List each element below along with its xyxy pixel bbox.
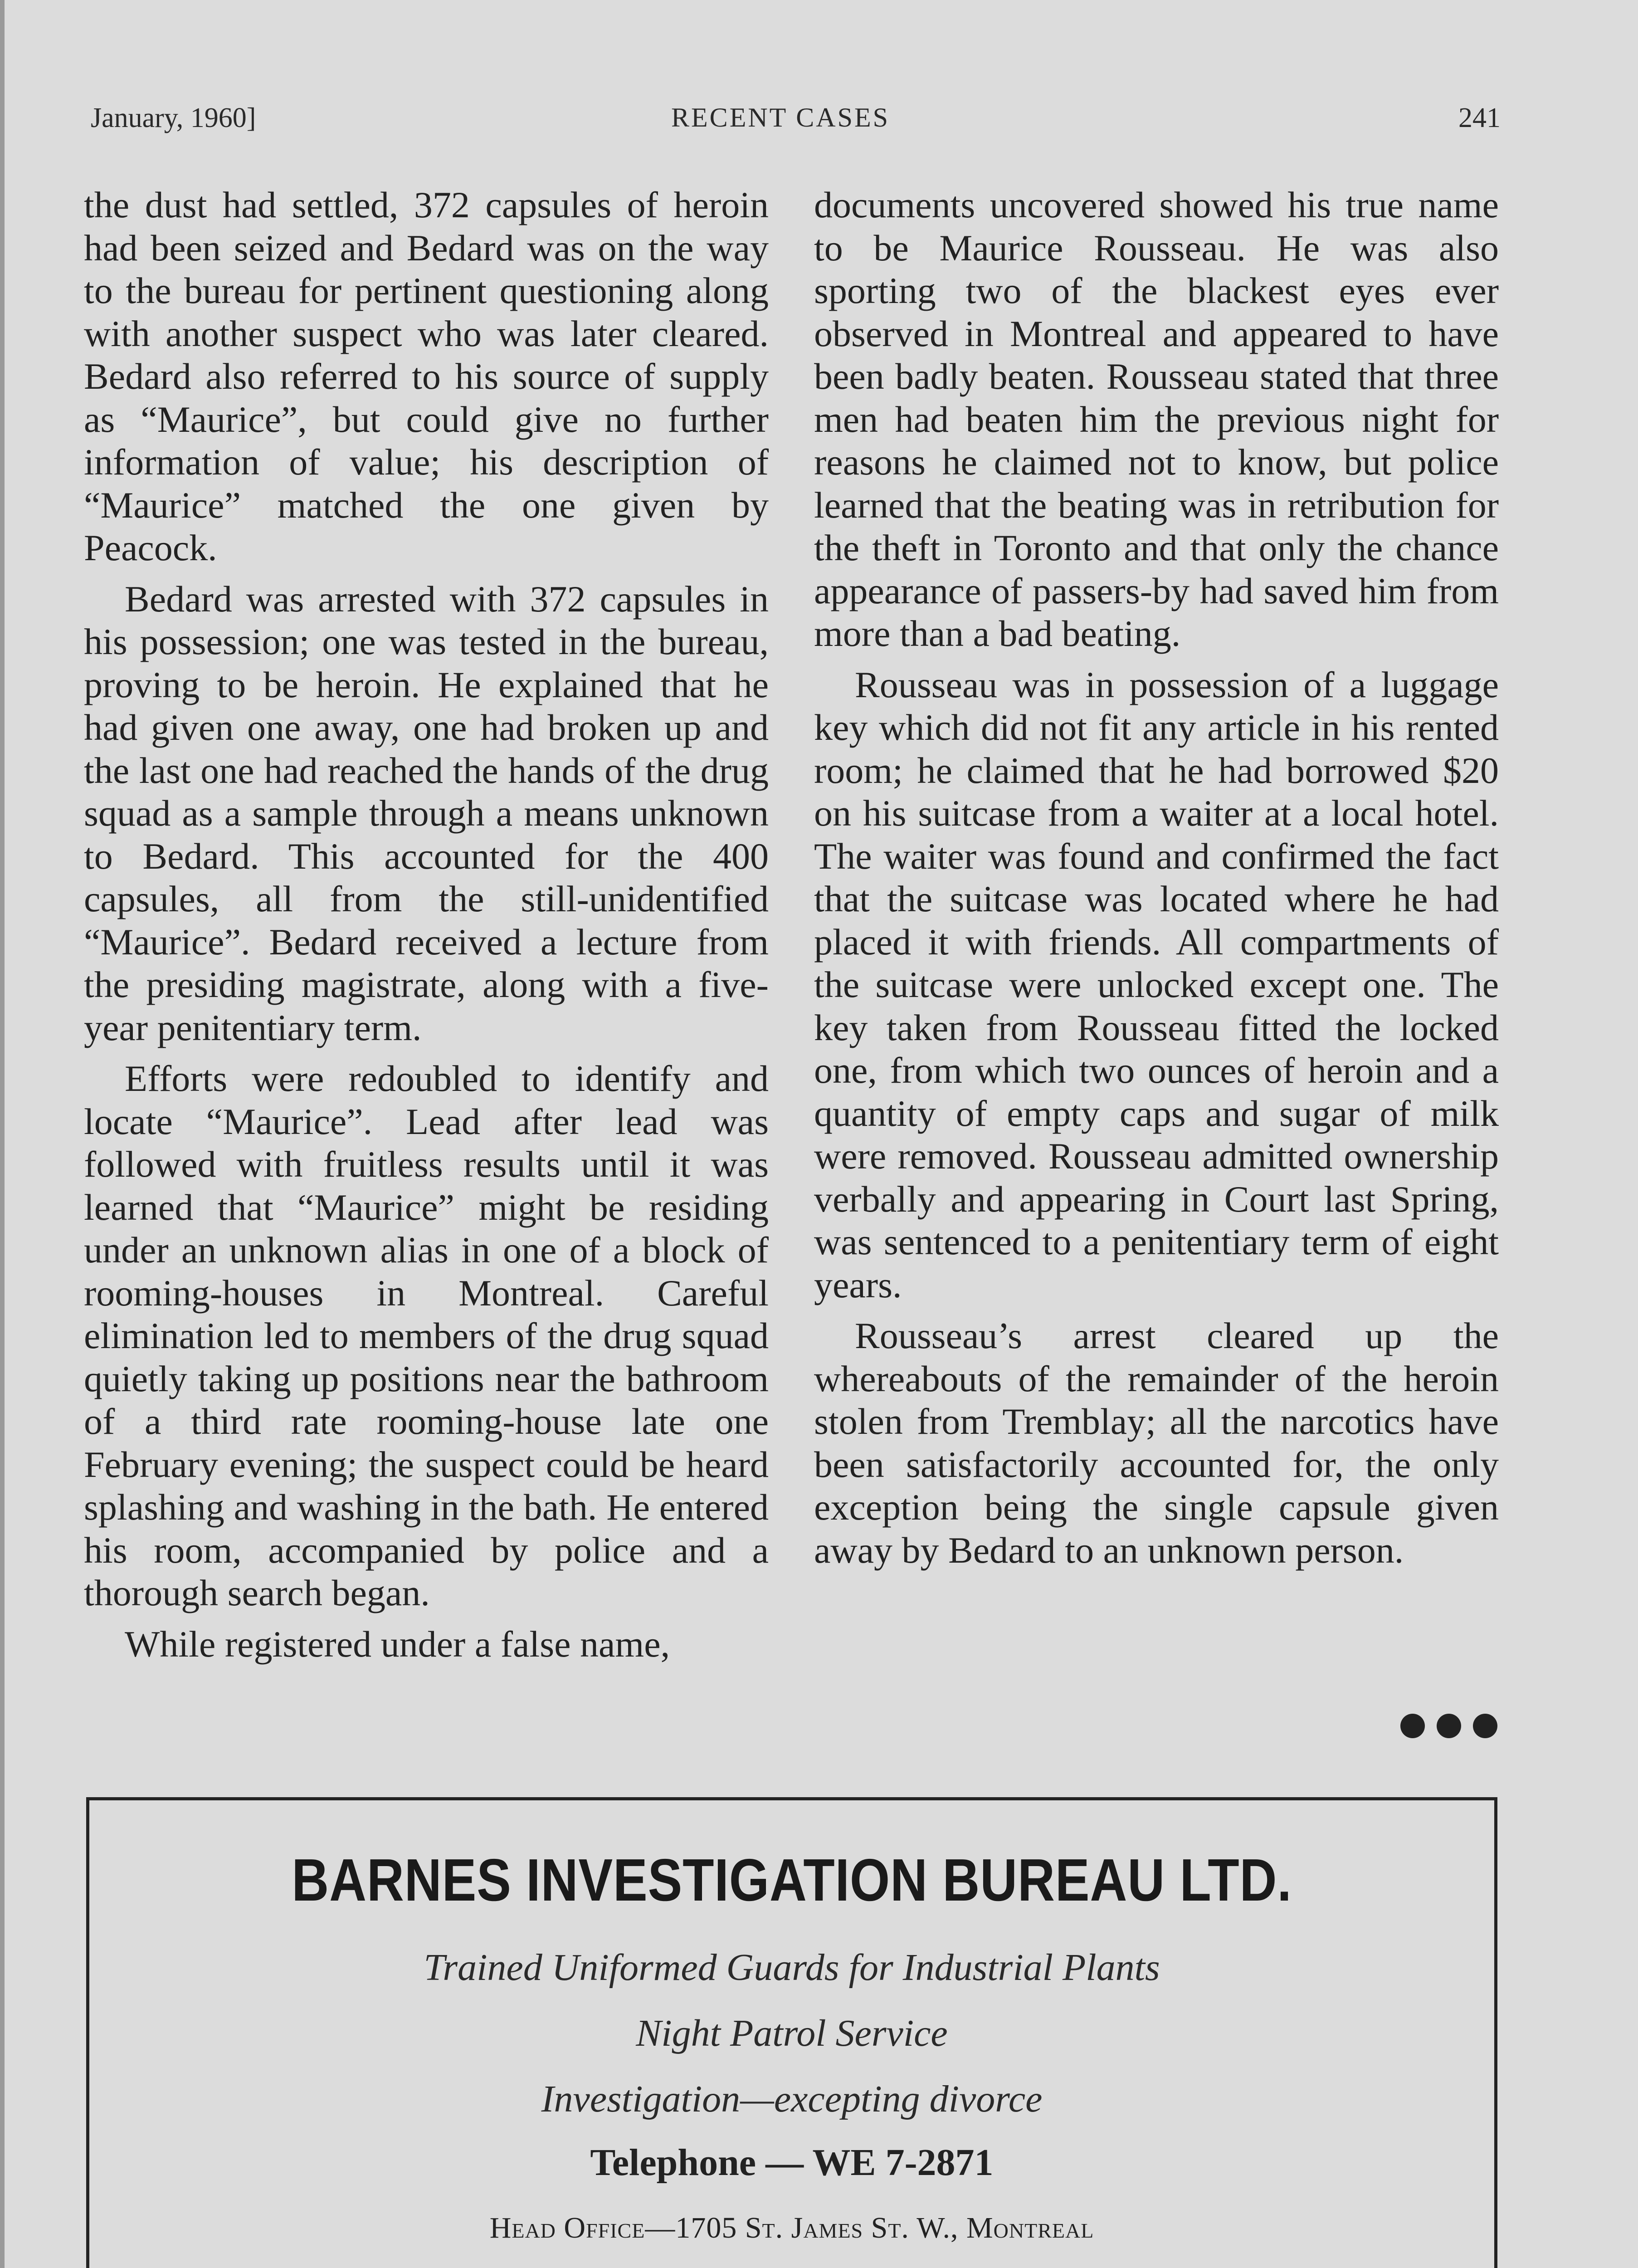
paragraph: Efforts were redoubled to identify and locate “Maurice”. Lead after lead was followed with fruitless results until it was learned that “Maurice” might be residing under an unknown alias in one of a block of rooming-houses in Montreal. Careful elimination led to members of the drug squad quietly taking up positions near the bathroom of a third rate rooming-house late one February evening; the suspect could be heard splashing and washing in the bath. He entered his room, accompanied by police and a thorough search began. <box>84 1058 769 1613</box>
end-of-article-dots <box>1397 1710 1501 1742</box>
ad-company-name: BARNES INVESTIGATION BUREAU LTD. <box>292 1847 1292 1913</box>
page-number: 241 <box>1458 103 1501 133</box>
advertisement-box <box>86 1797 1497 2268</box>
left-column <box>84 184 769 1674</box>
ad-telephone: Telephone — WE 7-2871 <box>590 2141 994 2184</box>
header-section: RECENT CASES <box>671 103 890 132</box>
ad-service-line: Night Patrol Service <box>636 2012 948 2054</box>
end-dot <box>1473 1714 1497 1738</box>
end-dot <box>1400 1714 1425 1738</box>
header-date: January, 1960] <box>91 103 256 133</box>
paragraph: Bedard was arrested with 372 capsules in his possession; one was tested in the bureau, proving to be heroin. He explained that he had given one away, one had broken up and the last one had reached the hands of the drug squad as a sample through a means unknown to Bedard. This accounted for the 400 capsules, all from the still-unidentified “Maurice”. Bedard received a lecture from the presiding magistrate, along with a five-year penitentiary term. <box>84 578 769 1048</box>
paragraph: Rousseau was in possession of a luggage key which did not fit any article in his rented room; he claimed that he had borrowed $20 on his suitcase from a waiter at a local hotel. The waiter was found and confirmed the fact that the suitcase was located where he had placed it with friends. All compartments of the suitcase were unlocked except one. The key taken from Rousseau fitted the locked one, from which two ounces of heroin and a quantity of empty caps and sugar of milk were removed. Rousseau admitted ownership verbally and appearing in Court last Spring, was sentenced to a penitentiary term of eight years. <box>814 664 1499 1305</box>
paragraph: While registered under a false name, <box>125 1623 670 1665</box>
ad-service-line: Trained Uniformed Guards for Industrial Plants <box>424 1946 1160 1989</box>
paragraph: Rousseau’s arrest cleared up the whereabouts of the remainder of the heroin stolen from Tremblay; all the narcotics have been satisfactorily accounted for, the only exception being the single capsule given away by Bedard to an unknown person. <box>814 1315 1499 1571</box>
page-edge <box>0 0 5 2268</box>
paragraph: documents uncovered showed his true name to be Maurice Rousseau. He was also sporting two of the blackest eyes ever observed in Montreal and appeared to have been badly beaten. Rousseau stated that three men had beaten him the previous night for reasons he claimed not to know, but police learned that the beating was in retribution for the theft in Toronto and that only the chance appearance of passers-by had saved him from more than a bad beating. <box>814 184 1499 654</box>
right-column <box>814 184 1499 1580</box>
ad-head-office: Head Office—1705 St. James St. W., Montreal <box>489 2211 1094 2244</box>
ad-service-line: Investigation—excepting divorce <box>541 2078 1043 2120</box>
paragraph: the dust had settled, 372 capsules of heroin had been seized and Bedard was on the way to the bureau for pertinent questioning along with another suspect who was later cleared. Bedard also referred to his source of supply as “Maurice”, but could give no further information of value; his description of “Maurice” matched the one given by Peacock. <box>84 184 769 568</box>
end-dot <box>1437 1714 1461 1738</box>
